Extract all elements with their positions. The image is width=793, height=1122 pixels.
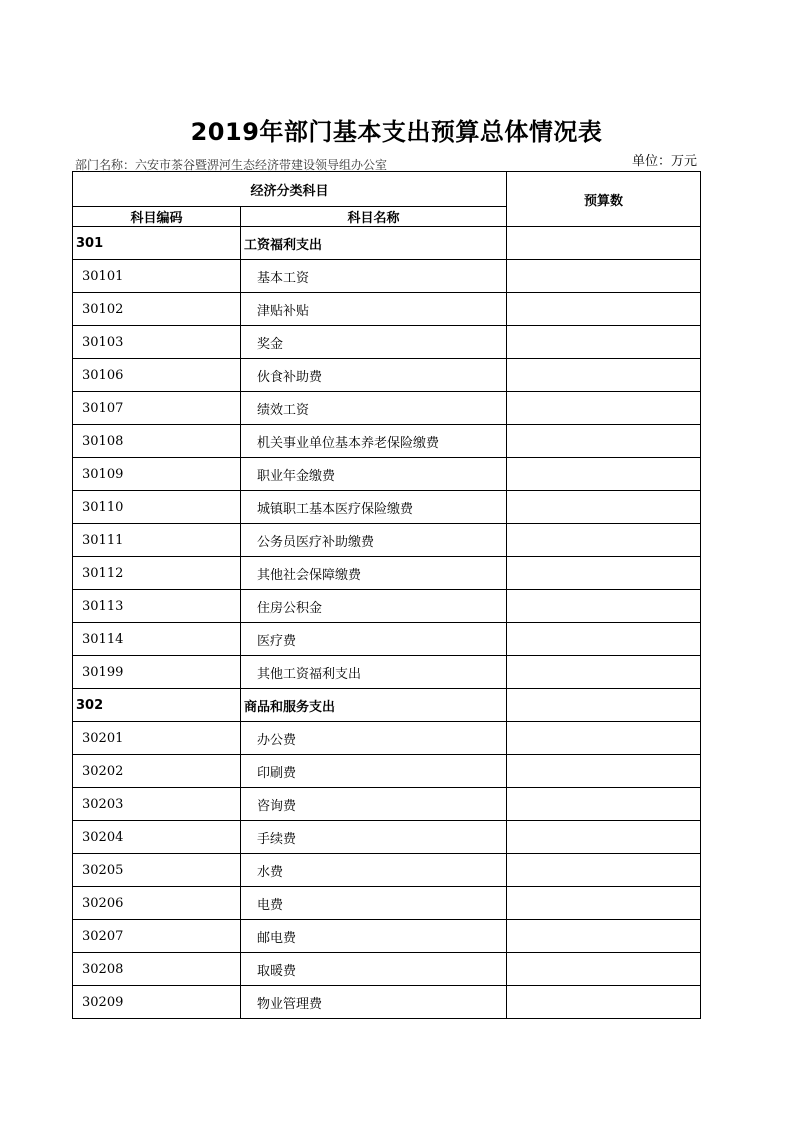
header-economic-category: 经济分类科目 [73,172,507,207]
table-row [73,326,701,359]
page-title: 2019年部门基本支出预算总体情况表 [190,118,603,146]
table-row [73,359,701,392]
row-name: 公务员医疗补助缴费 [241,524,507,557]
table-row [73,788,701,821]
row-budget [507,326,701,359]
row-name: 电费 [241,887,507,920]
header-name: 科目名称 [241,207,507,227]
row-name: 邮电费 [241,920,507,953]
row-code: 30102 [73,293,241,326]
row-budget [507,227,701,260]
header-code: 科目编码 [73,207,241,227]
table-row [73,623,701,656]
table-row [73,821,701,854]
row-name: 城镇职工基本医疗保险缴费 [241,491,507,524]
row-budget [507,854,701,887]
row-budget [507,986,701,1019]
table-row [73,590,701,623]
row-code: 30110 [73,491,241,524]
row-name: 办公费 [241,722,507,755]
row-budget [507,788,701,821]
table-row [73,854,701,887]
row-code: 30209 [73,986,241,1019]
row-name: 取暖费 [241,953,507,986]
row-code: 30112 [73,557,241,590]
row-name: 商品和服务支出 [241,689,507,722]
row-name: 津贴补贴 [241,293,507,326]
table-row [73,491,701,524]
category-row [73,227,701,260]
row-name: 咨询费 [241,788,507,821]
row-code: 301 [73,227,241,260]
row-name: 住房公积金 [241,590,507,623]
table-row [73,887,701,920]
row-code: 30109 [73,458,241,491]
row-budget [507,953,701,986]
row-budget [507,887,701,920]
table-row [73,557,701,590]
table-row [73,656,701,689]
row-budget [507,590,701,623]
row-code: 30201 [73,722,241,755]
row-code: 30204 [73,821,241,854]
row-name: 医疗费 [241,623,507,656]
row-code: 30205 [73,854,241,887]
table-body [73,227,701,1019]
row-name: 水费 [241,854,507,887]
row-budget [507,260,701,293]
row-budget [507,392,701,425]
row-name: 其他社会保障缴费 [241,557,507,590]
table-row [73,293,701,326]
row-name: 手续费 [241,821,507,854]
row-code: 30203 [73,788,241,821]
row-name: 伙食补助费 [241,359,507,392]
header-budget: 预算数 [507,172,701,227]
row-code: 302 [73,689,241,722]
row-budget [507,425,701,458]
row-code: 30114 [73,623,241,656]
row-name: 工资福利支出 [241,227,507,260]
row-name: 基本工资 [241,260,507,293]
table-row [73,722,701,755]
row-budget [507,656,701,689]
category-row [73,689,701,722]
row-code: 30113 [73,590,241,623]
table-row [73,425,701,458]
row-budget [507,689,701,722]
row-code: 30207 [73,920,241,953]
row-code: 30107 [73,392,241,425]
table-row [73,920,701,953]
row-budget [507,920,701,953]
table-row [73,953,701,986]
row-name: 绩效工资 [241,392,507,425]
row-code: 30101 [73,260,241,293]
row-budget [507,821,701,854]
row-budget [507,722,701,755]
row-name: 机关事业单位基本养老保险缴费 [241,425,507,458]
department-name: 部门名称：六安市茶谷暨淠河生态经济带建设领导组办公室 [75,158,388,172]
row-code: 30208 [73,953,241,986]
budget-table [72,171,701,1019]
row-budget [507,458,701,491]
row-code: 30202 [73,755,241,788]
row-name: 其他工资福利支出 [241,656,507,689]
row-name: 奖金 [241,326,507,359]
row-budget [507,623,701,656]
table-row [73,458,701,491]
row-name: 职业年金缴费 [241,458,507,491]
row-code: 30108 [73,425,241,458]
row-budget [507,491,701,524]
table-row [73,755,701,788]
row-code: 30199 [73,656,241,689]
table-row [73,392,701,425]
row-budget [507,359,701,392]
row-budget [507,524,701,557]
table-row [73,260,701,293]
unit-label: 单位：万元 [631,154,697,169]
row-budget [507,293,701,326]
row-code: 30206 [73,887,241,920]
row-code: 30103 [73,326,241,359]
table-row [73,986,701,1019]
row-code: 30111 [73,524,241,557]
row-budget [507,755,701,788]
row-code: 30106 [73,359,241,392]
row-budget [507,557,701,590]
row-name: 印刷费 [241,755,507,788]
row-name: 物业管理费 [241,986,507,1019]
table-row [73,524,701,557]
